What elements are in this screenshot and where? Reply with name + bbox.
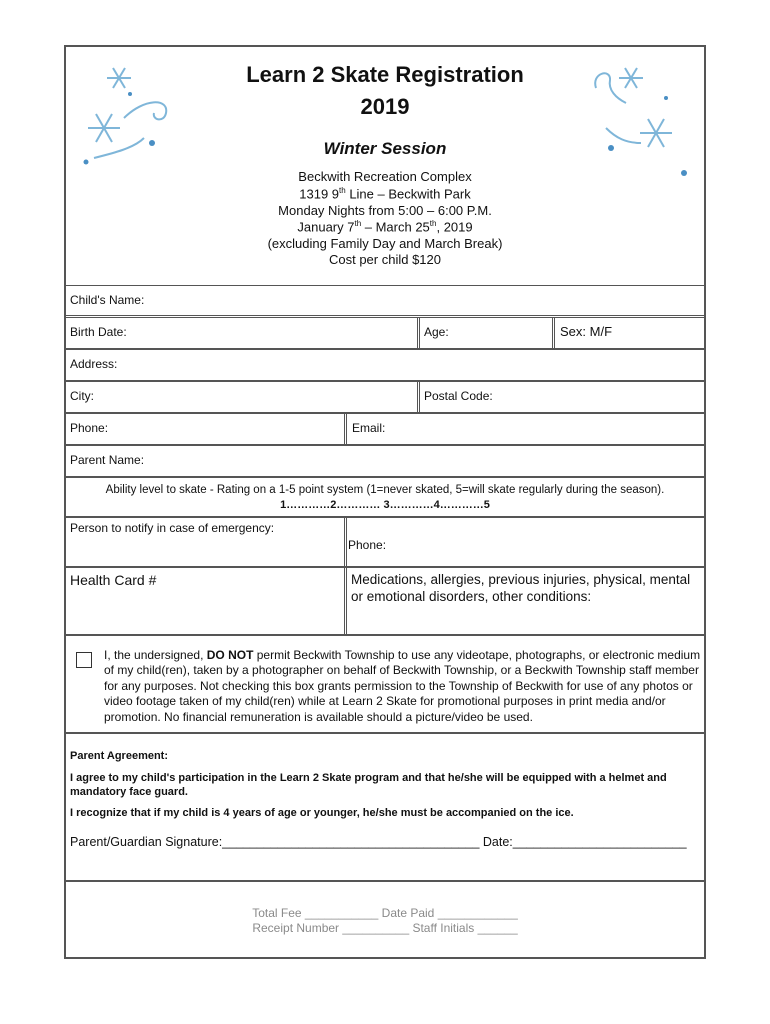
session-dates: January 7th – March 25th, 2019 [297,219,473,235]
emergency-phone-label: Phone: [348,538,387,552]
emergency-row [66,517,704,567]
agreement-row [66,733,704,881]
age-label: Age: [424,325,449,339]
consent-text: I, the undersigned, DO NOT permit Beckwith Township to use any videotape, photographs, or electronic medium of my child(ren), taken by a photographer on behalf of Beckwith Township, or a Beckwith Township staff member for any purposes. Not checking this box grants permission to the Township of Beckwith for use of any photos or video footage taken of my child(ren) while at Learn 2 Skate for promotional purposes in print media and/or promotion. No financial remuneration is available should a picture/video be used. [104,648,701,724]
form-title: Learn 2 Skate Registration [246,62,524,87]
ability-description: Ability level to skate - Rating on a 1-5 point system (1=never skated, 5=will skate regularly during the season). [105,484,665,496]
exclusions: (excluding Family Day and March Break) [267,236,503,251]
health-card-label: Health Card # [70,572,157,588]
medications-label: Medications, allergies, previous injuries, physical, mental or emotional disorders, other conditions: [351,572,691,604]
emergency-label: Person to notify in case of emergency: [70,521,275,535]
phone-label: Phone: [70,421,109,435]
email-label: Email: [352,421,386,435]
parent-name-label: Parent Name: [70,453,145,467]
consent-row [66,635,704,733]
signature-line[interactable]: Parent/Guardian Signature:_____________________________________ Date:_________________________ [70,835,687,849]
schedule: Monday Nights from 5:00 – 6:00 P.M. [278,203,492,218]
cost: Cost per child $120 [328,252,441,267]
birth-date-row [66,317,704,349]
ability-row [66,477,704,517]
street-address: 1319 9th Line – Beckwith Park [299,186,471,202]
child-name-row[interactable] [66,285,704,316]
address-row[interactable] [66,349,704,381]
agreement-line1: I agree to my child's participation in the Learn 2 Skate program and that he/she will be equipped with a helmet and mandatory face guard. [70,772,667,798]
parent-name-row[interactable] [66,445,704,477]
location: Beckwith Recreation Complex [298,169,472,184]
health-row [66,567,704,635]
city-row [66,381,704,413]
agreement-heading: Parent Agreement: [70,750,169,762]
office-receipt-line: Receipt Number __________ Staff Initials ______ [252,921,518,935]
office-fee-line: Total Fee ___________ Date Paid ____________ [252,906,518,920]
agreement-line2: I recognize that if my child is 4 years of age or younger, he/she must be accompanied on the ice. [70,807,574,819]
child-name-label: Child's Name: [70,293,145,307]
birth-date-label: Birth Date: [70,325,127,339]
ability-scale[interactable]: 1…………2………… 3…………4…………5 [280,499,490,511]
form-year: 2019 [360,94,410,119]
office-use-row [66,881,704,957]
postal-code-label: Postal Code: [424,389,493,403]
session-name: Winter Session [323,139,447,158]
address-label: Address: [70,357,118,371]
consent-checkbox[interactable] [76,652,92,668]
sex-label: Sex: M/F [560,324,613,339]
phone-row [66,413,704,445]
city-label: City: [70,389,94,403]
